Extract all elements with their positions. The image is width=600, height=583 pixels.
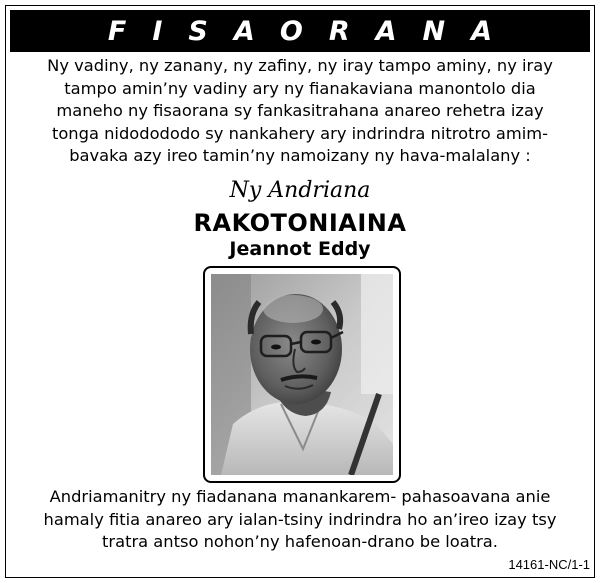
intro-line: tonga nidodododo sy nankahery ary indrindra nitrotro amim- (51, 123, 549, 143)
closing-paragraph (10, 486, 590, 554)
intro-line: Ny vadiny, ny zanany, ny zafiny, ny iray tampo aminy, ny iray (47, 56, 553, 75)
closing-line: Andriamanitry ny fiadanana manankarem- pahasoavana anie (49, 487, 551, 506)
intro-paragraph (10, 55, 590, 168)
deceased-surname: RAKOTONIAINA (193, 209, 407, 237)
closing-line: tratra antso nohon’ny hafenoan-drano be loatra. (102, 532, 498, 552)
deceased-first-names: Jeannot Eddy (229, 238, 371, 260)
intro-line: maneho ny fisaorana sy fankasitrahana anareo rehetra izay (56, 101, 544, 121)
notice-title: FISAORANA (107, 15, 519, 47)
closing-line: hamaly fitia anareo ary ialan-tsiny indrindra ho an’ireo izay tsy (43, 509, 557, 529)
notice-header (10, 10, 590, 52)
intro-line: bavaka azy ireo tamin’ny namoizany ny hava-malalany : (69, 146, 531, 166)
reference-code: 14161-NC/1-1 (508, 557, 590, 572)
honorific: Ny Andriana (229, 178, 371, 203)
portrait-photo-icon (211, 274, 393, 475)
intro-line: tampo amin’ny vadiny ary ny fianakaviana manontolo dia (64, 78, 536, 98)
